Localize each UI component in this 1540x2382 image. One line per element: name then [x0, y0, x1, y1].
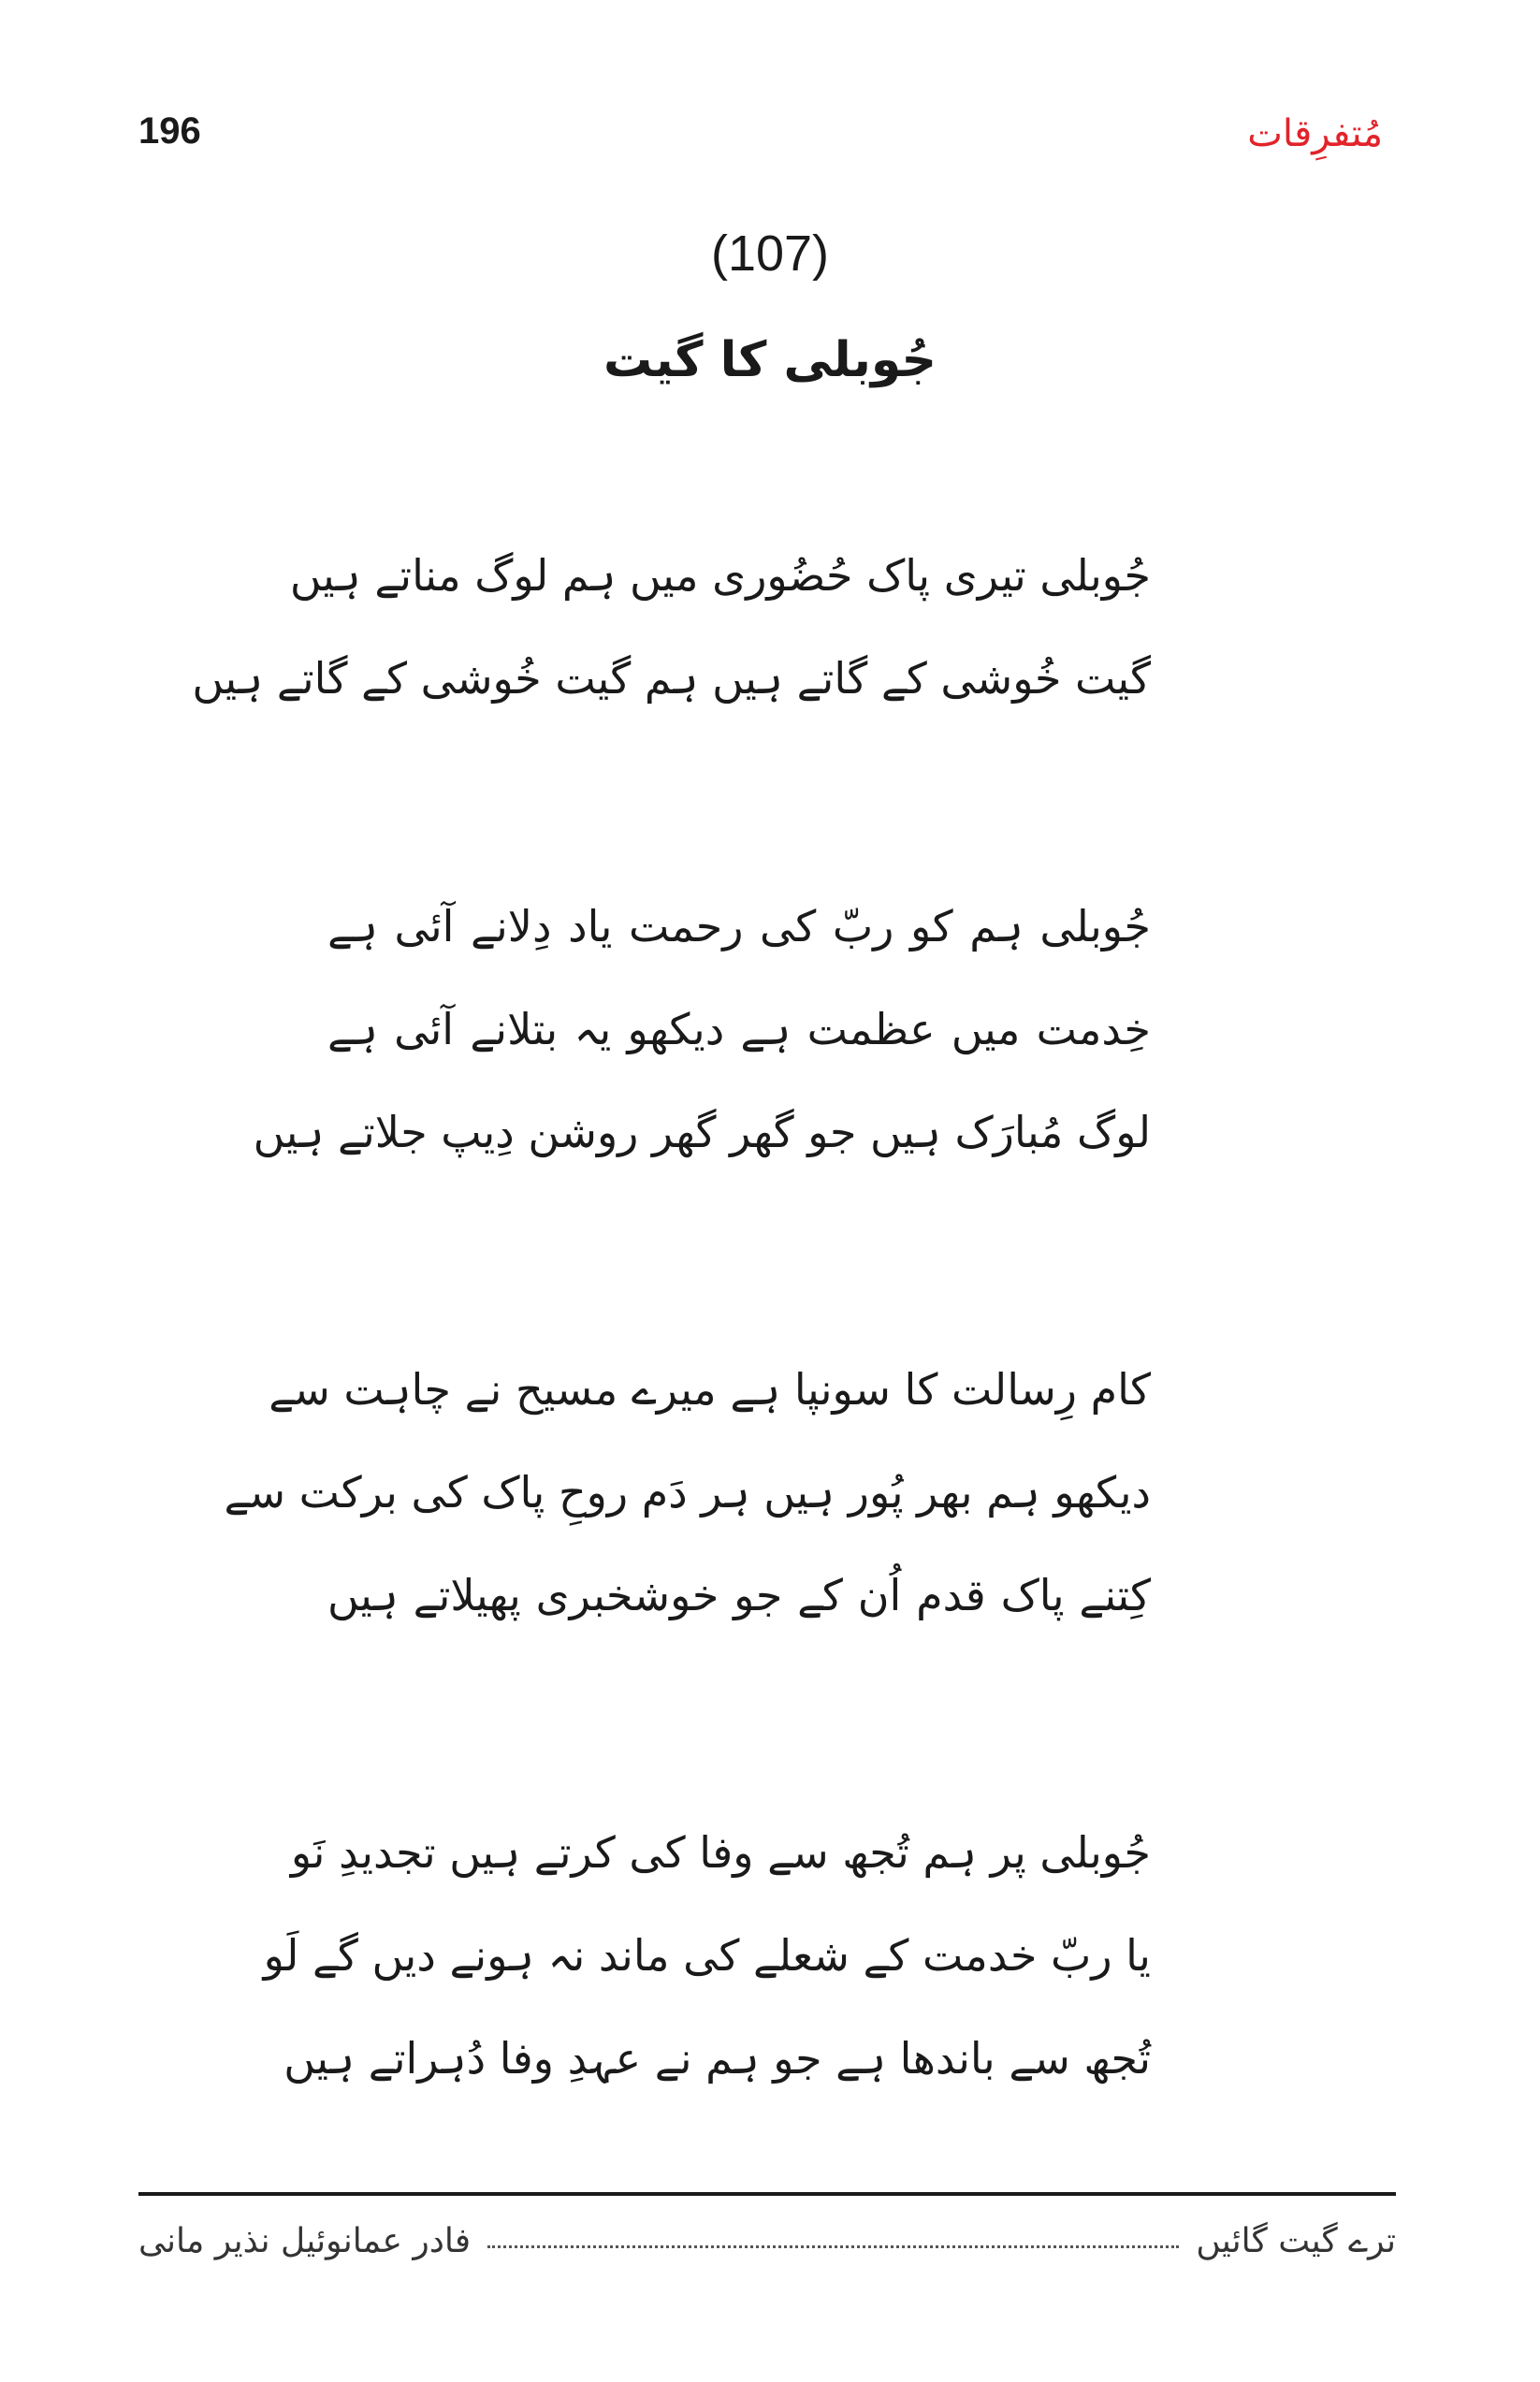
- stanza: [224, 1338, 1151, 1647]
- footer-author: فادر عمانوئیل نذیر مانی: [138, 2221, 472, 2260]
- verse-line: گیت خُوشی کے گاتے ہیں ہم گیت خُوشی کے گاتے ہیں: [192, 653, 1151, 704]
- verse-line: جُوبلی پر ہم تُجھ سے وفا کی کرتے ہیں تجدیدِ نَو: [290, 1827, 1151, 1878]
- verse-line: لوگ مُبارَک ہیں جو گھر گھر روشن دِیپ جلاتے ہیں: [253, 1107, 1151, 1157]
- stanza: [263, 1801, 1151, 2110]
- footer-divider: [138, 2192, 1396, 2196]
- page-number: 196: [138, 110, 201, 152]
- stanza: [253, 875, 1151, 1184]
- verse-line: کِتنے پاک قدم اُن کے جو خوشخبری پھیلاتے ہیں: [327, 1570, 1151, 1620]
- verse-line: کام رِسالت کا سونپا ہے میرے مسیح نے چاہت سے: [269, 1364, 1151, 1415]
- verse-line: تُجھ سے باندھا ہے جو ہم نے عہدِ وفا دُہراتے ہیں: [283, 2033, 1151, 2084]
- poem-number: (107): [710, 225, 830, 282]
- verse-line: خِدمت میں عظمت ہے دیکھو یہ بتلانے آئی ہے: [327, 1004, 1151, 1054]
- page-footer: [138, 2213, 1396, 2269]
- verse-line: یا ربّ خدمت کے شعلے کی ماند نہ ہونے دیں گے لَو: [263, 1930, 1151, 1981]
- footer-book-title: ترے گیت گائیں: [1196, 2221, 1396, 2260]
- verse-line: دیکھو ہم بھر پُور ہیں ہر دَم روحِ پاک کی برکت سے: [224, 1467, 1151, 1518]
- verse-line: جُوبلی ہم کو ربّ کی رحمت یاد دِلانے آئی ہے: [327, 901, 1151, 951]
- poem-title: جُوبلی کا گیت: [603, 332, 937, 388]
- footer-dot-leader: [487, 2245, 1179, 2248]
- stanza: [192, 524, 1151, 730]
- section-title: مُتفرِقات: [1247, 112, 1383, 155]
- verse-line: جُوبلی تیری پاک حُضُوری میں ہم لوگ مناتے ہیں: [289, 550, 1151, 601]
